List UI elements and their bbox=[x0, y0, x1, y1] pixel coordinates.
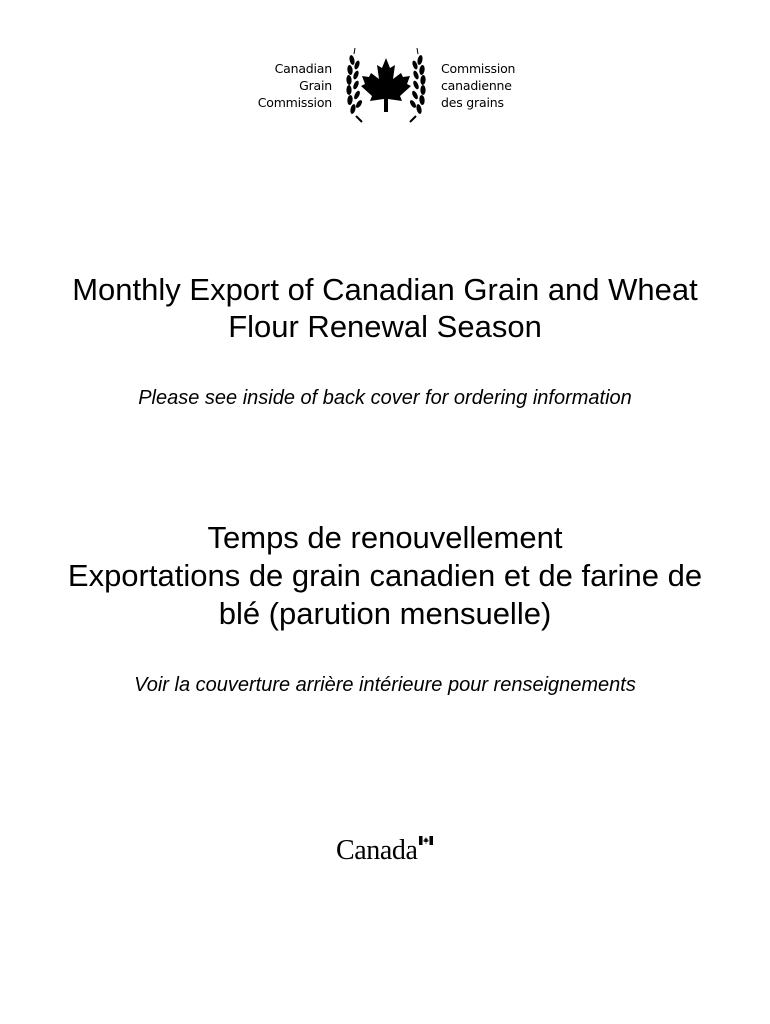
french-title-line: blé (parution mensuelle) bbox=[218, 596, 552, 631]
english-title bbox=[0, 271, 770, 345]
cgc-logo bbox=[0, 46, 770, 126]
french-ordering-note: Voir la couverture arrière intérieure pour renseignements bbox=[134, 674, 636, 696]
logo-english-name bbox=[258, 60, 332, 111]
logo-french-name bbox=[441, 60, 515, 111]
canada-wordmark bbox=[336, 834, 436, 868]
logo-french-line: canadienne bbox=[441, 78, 512, 93]
english-ordering-note: Please see inside of back cover for ordering information bbox=[138, 387, 632, 409]
maple-leaf-wheat-emblem-icon bbox=[338, 46, 434, 124]
french-title-line: Temps de renouvellement bbox=[207, 520, 563, 555]
french-title-line: Exportations de grain canadien et de farine de bbox=[67, 558, 703, 593]
french-title bbox=[0, 519, 770, 633]
english-title-line: Flour Renewal Season bbox=[228, 309, 542, 344]
canada-wordmark-text: Canada bbox=[336, 835, 418, 866]
logo-french-line: des grains bbox=[441, 95, 504, 110]
english-title-line: Monthly Export of Canadian Grain and Wheat bbox=[72, 272, 698, 307]
logo-english-line: Canadian bbox=[274, 61, 332, 76]
logo-french-line: Commission bbox=[441, 61, 516, 76]
logo-english-line: Grain bbox=[299, 78, 332, 93]
logo-english-line: Commission bbox=[257, 95, 332, 110]
canada-flag-icon bbox=[419, 836, 433, 845]
